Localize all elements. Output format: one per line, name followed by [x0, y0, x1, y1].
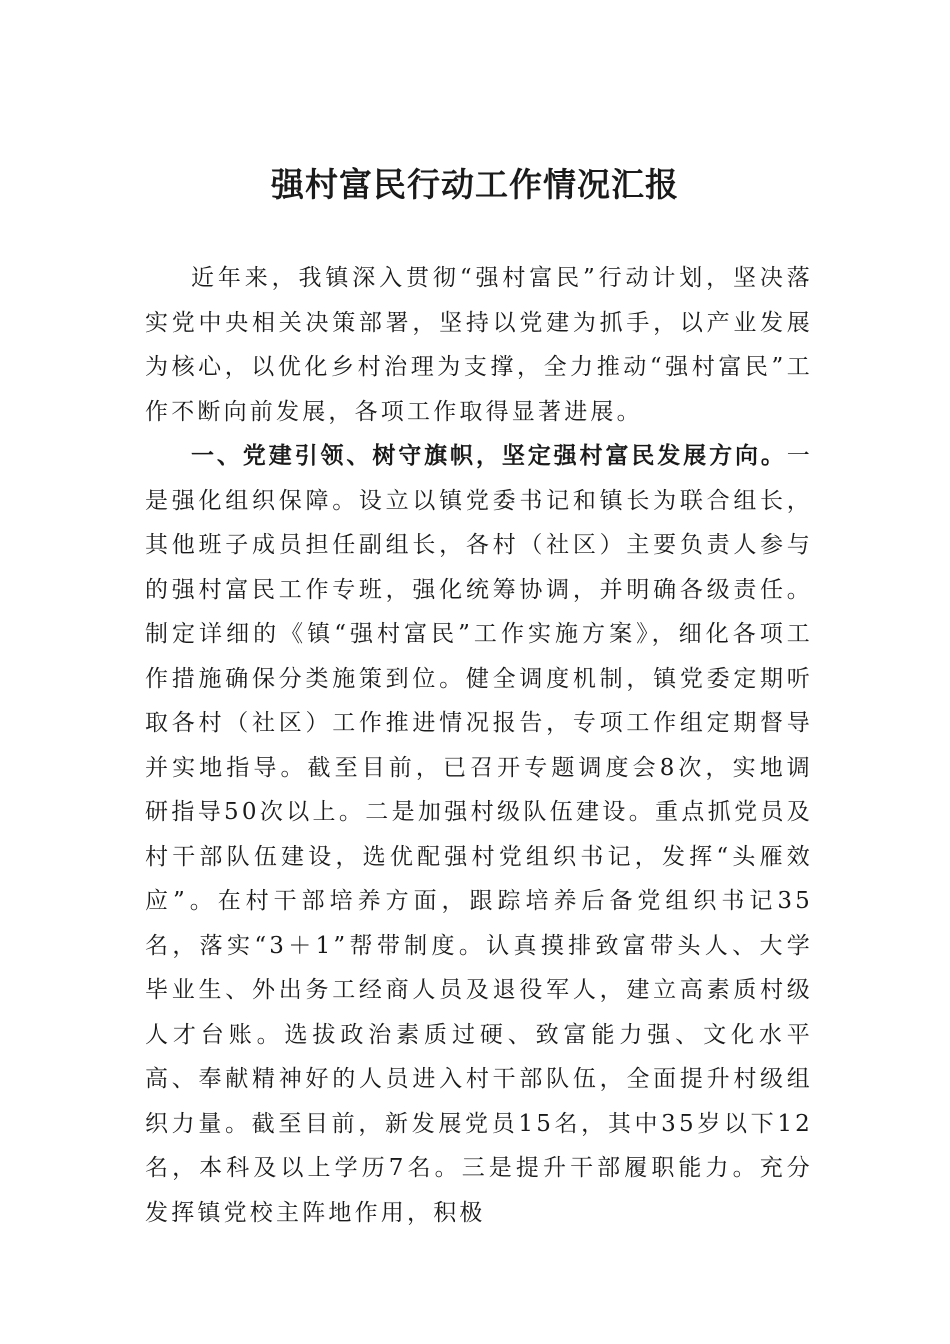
- document-title: 强村富民行动工作情况汇报: [271, 165, 679, 204]
- section-1-heading: 一、党建引领、树守旗帜，坚定强村富民发展方向。: [191, 443, 787, 469]
- section-1-paragraph: [145, 434, 813, 1235]
- intro-paragraph: 近年来，我镇深入贯彻“强村富民”行动计划，坚决落实党中央相关决策部署，坚持以党建为抓手，以产业发展为核心，以优化乡村治理为支撑，全力推动“强村富民”工作不断向前发展，各项工作取得显著进展。: [145, 265, 813, 425]
- document-body: [145, 256, 813, 1235]
- section-1-body: 一是强化组织保障。设立以镇党委书记和镇长为联合组长，其他班子成员担任副组长，各村（社区）主要负责人参与的强村富民工作专班，强化统筹协调，并明确各级责任。制定详细的《镇“强村富民”工作实施方案》，细化各项工作措施确保分类施策到位。健全调度机制，镇党委定期听取各村（社区）工作推进情况报告，专项工作组定期督导并实地指导。截至目前，已召开专题调度会8次，实地调研指导50次以上。二是加强村级队伍建设。重点抓党员及村干部队伍建设，选优配强村党组织书记，发挥“头雁效应”。在村干部培养方面，跟踪培养后备党组织书记35名，落实“3＋1”帮带制度。认真摸排致富带头人、大学毕业生、外出务工经商人员及退役军人，建立高素质村级人才台账。选拔政治素质过硬、致富能力强、文化水平高、奉献精神好的人员进入村干部队伍，全面提升村级组织力量。截至目前，新发展党员15名，其中35岁以下12名，本科及以上学历7名。三是提升干部履职能力。充分发挥镇党校主阵地作用，积极: [145, 443, 813, 1226]
